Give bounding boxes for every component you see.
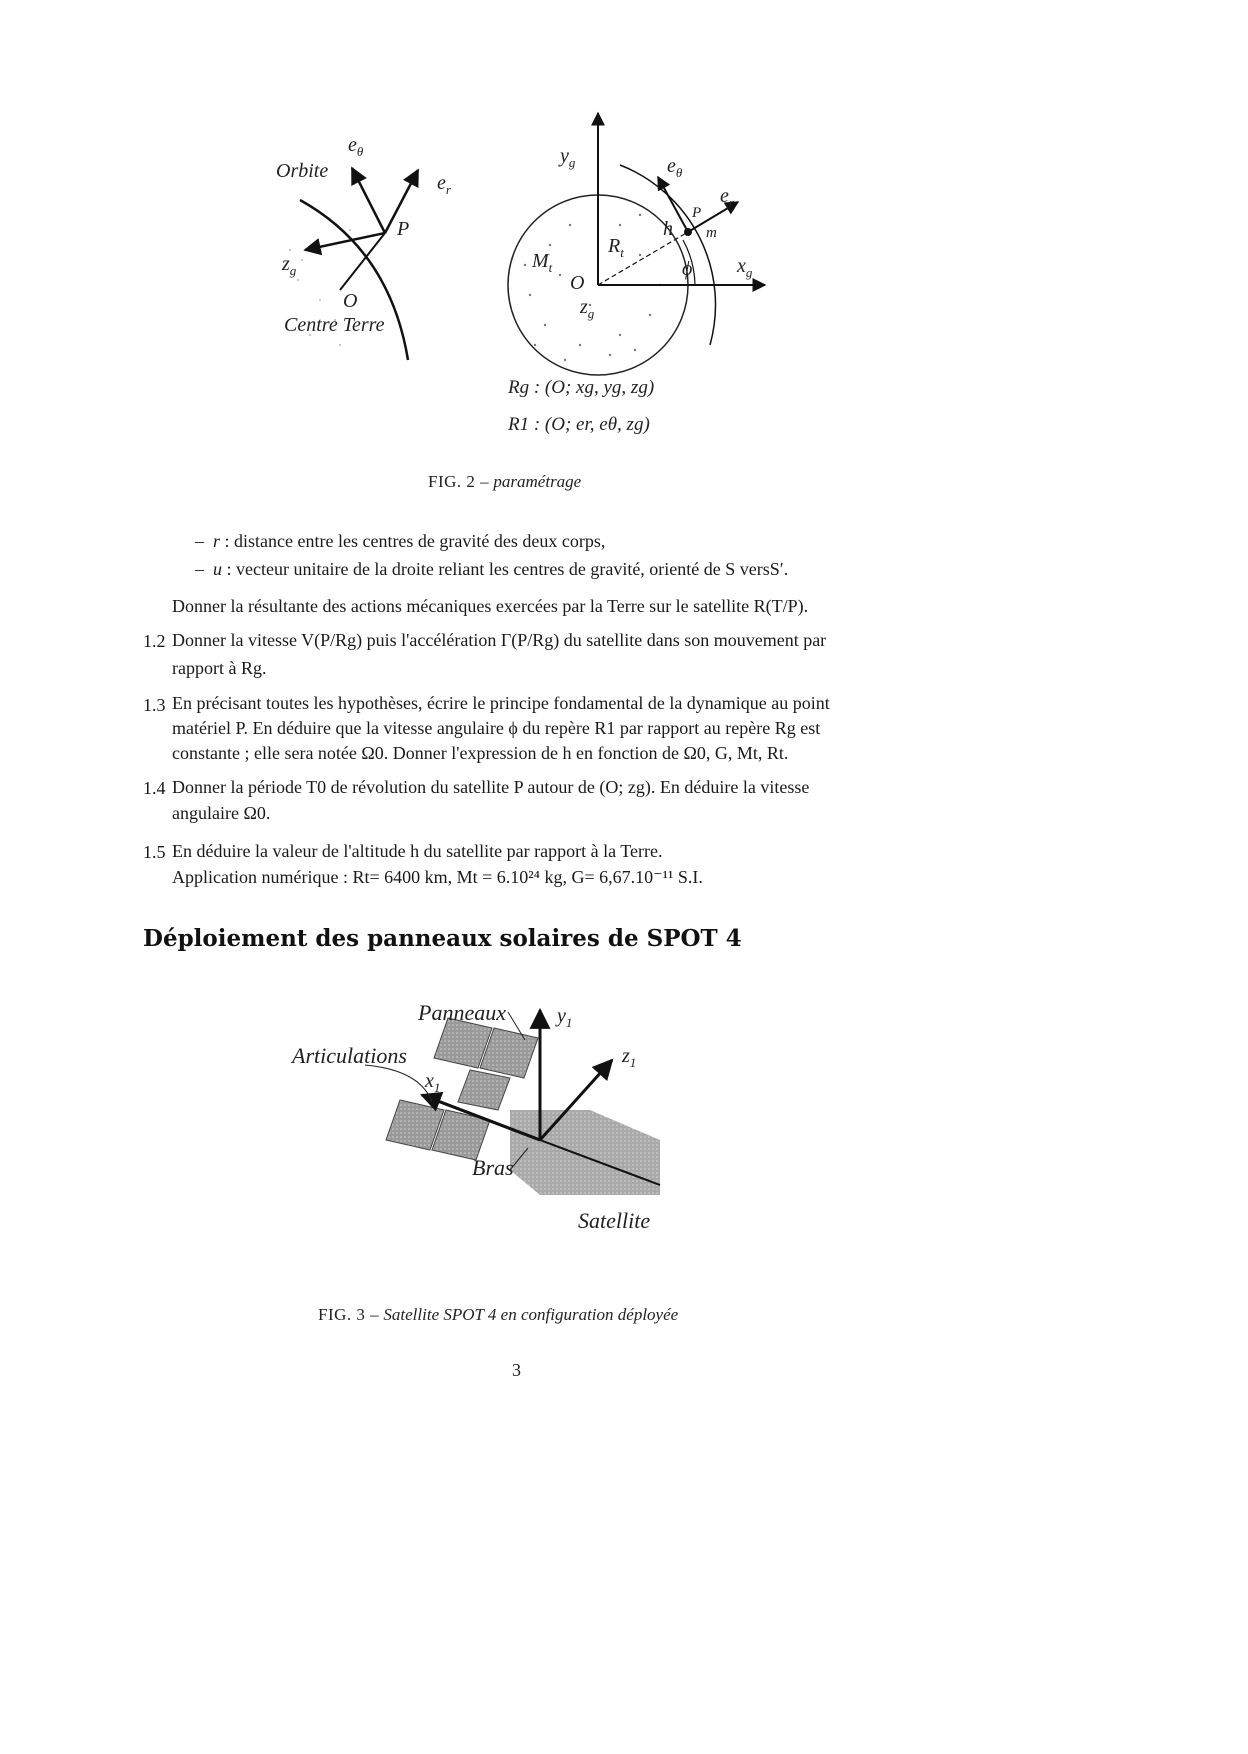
question-1-4-number: 1.4 <box>143 778 166 798</box>
question-1-5-line-2: Application numérique : Rt= 6400 km, Mt = 6.10²⁴ kg, G= 6,67.10⁻¹¹ S.I. <box>172 867 703 887</box>
intro-question: Donner la résultante des actions mécaniques exercées par la Terre sur le satellite R(T/P). <box>172 596 809 616</box>
question-1-3-line-2: matériel P. En déduire que la vitesse angulaire ϕ du repère R1 par rapport au repère Rg est <box>172 718 821 738</box>
question-1-2-line-2: rapport à Rg. <box>172 658 267 678</box>
x1-label: $x_1$ <box>425 1070 441 1095</box>
question-1-3-line-3: constante ; elle sera notée Ω0. Donner l'expression de h en fonction de Ω0, G, Mt, Rt. <box>172 743 789 763</box>
arm-label: Bras <box>472 1155 514 1180</box>
question-1-3-number: 1.3 <box>143 695 166 715</box>
question-1-2-number: 1.2 <box>143 631 166 651</box>
question-1-3-line-1: En précisant toutes les hypothèses, écrire le principe fondamental de la dynamique au point <box>172 693 830 713</box>
point-p-label: P <box>397 218 410 240</box>
earth-stipple <box>524 214 661 361</box>
point-p-label: P <box>692 205 702 221</box>
e-theta-arrow <box>352 168 385 233</box>
figure-3-caption: FIG. 3 – Satellite SPOT 4 en configuration déployée <box>318 1305 679 1324</box>
definition-u: – u : vecteur unitaire de la droite reliant les centres de gravité, orienté de S versS′. <box>195 559 789 579</box>
question-1-4-line-1: Donner la période T0 de révolution du satellite P autour de (O; zg). En déduire la vitesse <box>172 777 810 797</box>
panels-label: Panneaux <box>418 1000 506 1025</box>
e-theta-label: $e_\theta$ <box>667 155 683 180</box>
mass-m-label: m <box>706 225 717 241</box>
e-r-label: $e_r$ <box>720 185 734 210</box>
mass-label: $M_t$ <box>532 250 553 275</box>
frame-r1: R1 : (O; er, eθ, zg) <box>508 414 650 435</box>
solar-panel-middle <box>458 1070 510 1110</box>
z1-label: $z_1$ <box>622 1045 637 1070</box>
joints-label: Articulations <box>292 1043 407 1068</box>
origin-label: O <box>570 272 585 294</box>
z-g-label: $z_g$ <box>282 253 297 278</box>
x-g-label: $x_g$ <box>737 255 753 280</box>
question-1-4-line-2: angulaire Ω0. <box>172 803 271 823</box>
figure-2-right-diagram <box>490 105 790 385</box>
e-r-label: $e_r$ <box>437 172 451 197</box>
satellite-label: Satellite <box>578 1208 651 1233</box>
question-1-5-line-1: En déduire la valeur de l'altitude h du satellite par rapport à la Terre. <box>172 841 663 861</box>
section-heading: Déploiement des panneaux solaires de SPOT 4 <box>143 925 742 952</box>
frame-rg: Rg : (O; xg, yg, zg) <box>508 377 655 398</box>
y1-label: $y_1$ <box>557 1005 573 1030</box>
figure-2-caption: FIG. 2 – paramétrage <box>428 472 582 491</box>
radius-label: $R_t$ <box>608 235 624 260</box>
orbit-label: Orbite <box>276 160 329 182</box>
question-1-2-line-1: Donner la vitesse V(P/Rg) puis l'accélération Γ(P/Rg) du satellite dans son mouvement par <box>172 630 827 650</box>
z-g-label: $z_g$ <box>580 296 595 321</box>
altitude-h-label: h <box>663 218 673 240</box>
satellite-body <box>510 1110 660 1195</box>
definition-r: – r : distance entre les centres de gravité des deux corps, <box>195 531 606 551</box>
y-g-label: $y_g$ <box>560 145 576 170</box>
orbit-arc <box>620 165 716 345</box>
point-p <box>684 228 692 236</box>
earth-center-label: Centre Terre <box>284 314 385 336</box>
e-theta-label: $e_\theta$ <box>348 134 364 159</box>
page-number: 3 <box>512 1360 521 1380</box>
origin-label: O <box>343 290 358 312</box>
question-1-5-number: 1.5 <box>143 842 166 862</box>
figure-3-satellite-diagram <box>360 1000 680 1210</box>
angle-phi-label: ϕ <box>682 258 693 280</box>
